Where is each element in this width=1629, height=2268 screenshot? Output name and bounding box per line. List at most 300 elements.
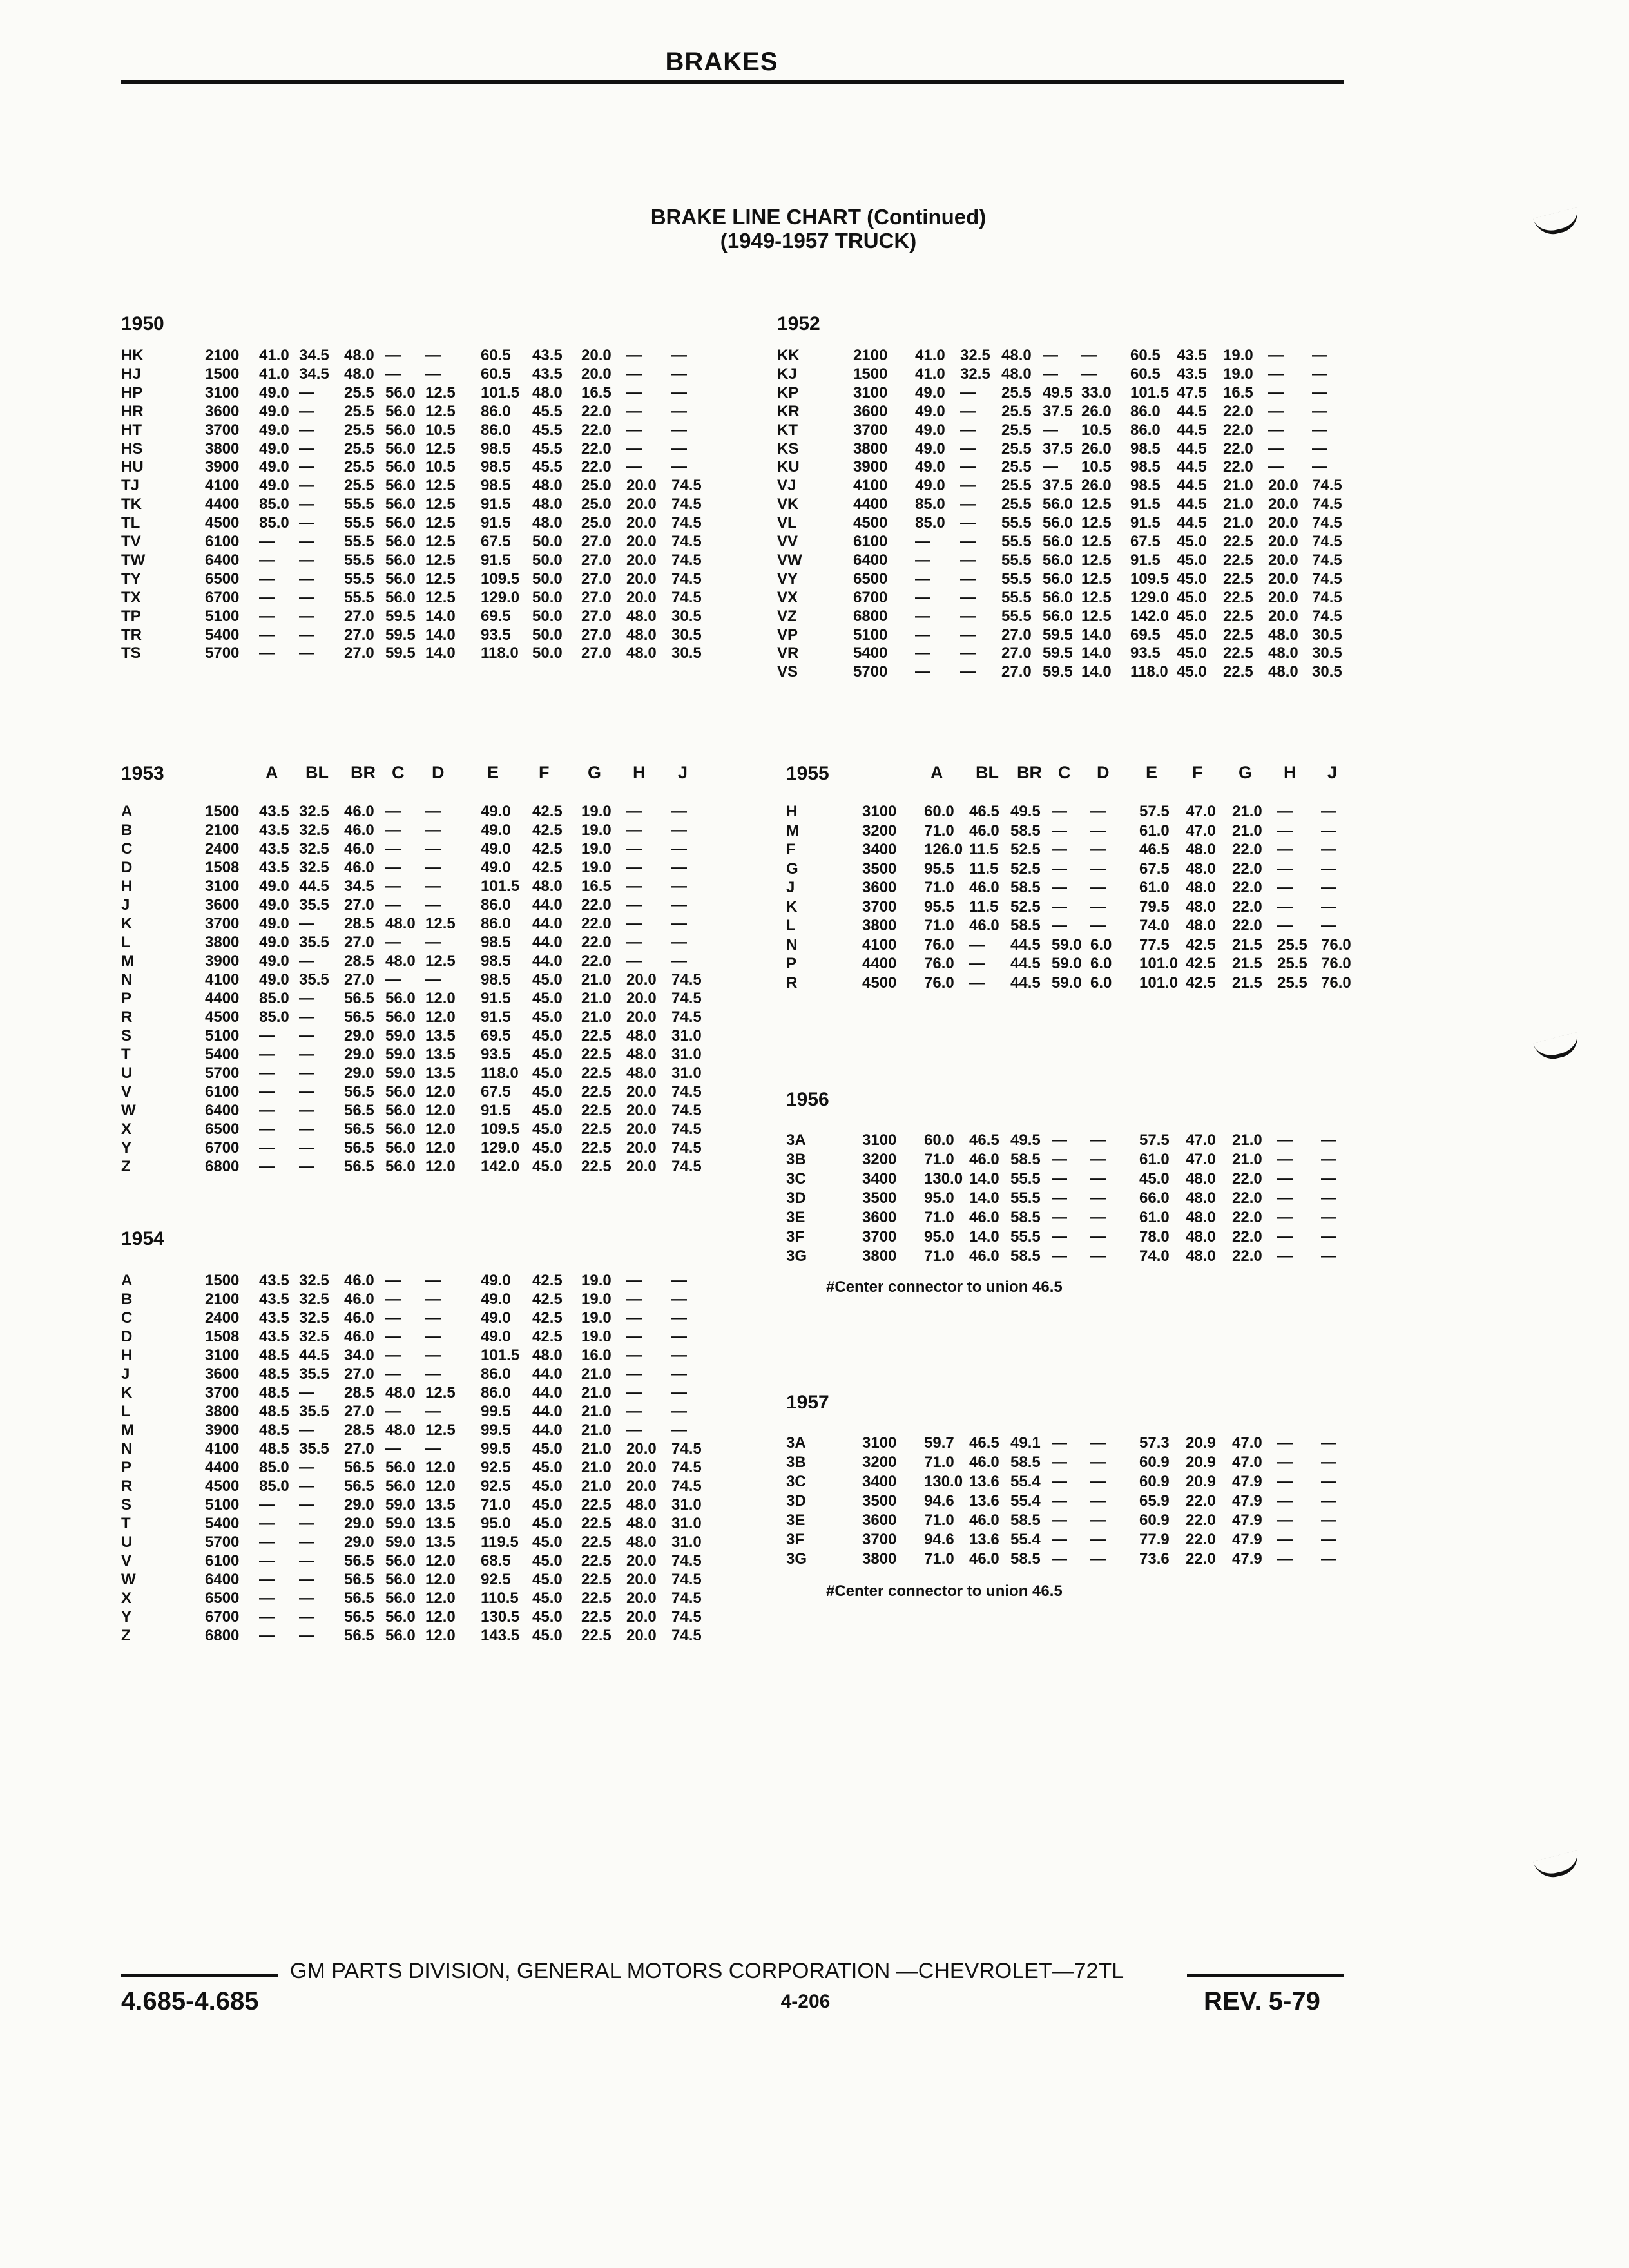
cell: — xyxy=(259,1533,275,1551)
wheelbase-code: 4500 xyxy=(853,514,888,532)
cell: — xyxy=(915,663,930,681)
cell: 55.5 xyxy=(1010,1170,1041,1187)
cell: 20.0 xyxy=(626,1102,657,1119)
cell: 68.5 xyxy=(481,1552,511,1570)
cell: — xyxy=(259,551,275,569)
cell: — xyxy=(626,1272,642,1289)
cell: 22.5 xyxy=(581,1083,612,1100)
cell: — xyxy=(671,1272,687,1289)
model-code: Z xyxy=(121,1158,131,1175)
cell: 12.0 xyxy=(425,1102,456,1119)
cell: 14.0 xyxy=(425,644,456,662)
wheelbase-code: 1500 xyxy=(205,365,240,383)
wheelbase-code: 6100 xyxy=(205,533,240,550)
cell: 48.0 xyxy=(385,1384,416,1401)
model-code: 3E xyxy=(786,1209,805,1226)
cell: 56.5 xyxy=(344,1459,374,1476)
cell: — xyxy=(299,1627,314,1644)
cell: 56.0 xyxy=(385,1158,416,1175)
cell: 74.5 xyxy=(671,1102,702,1119)
cell: 41.0 xyxy=(915,365,945,383)
cell: 20.0 xyxy=(626,1139,657,1157)
cell: — xyxy=(259,1515,275,1532)
cell: 93.5 xyxy=(1130,644,1161,662)
cell: 27.0 xyxy=(581,588,612,606)
cell: 56.0 xyxy=(385,514,416,532)
cell: 95.0 xyxy=(924,1189,954,1207)
cell: 45.0 xyxy=(532,1477,563,1495)
cell: 48.0 xyxy=(344,365,374,383)
cell: — xyxy=(299,1496,314,1514)
cell: 27.0 xyxy=(344,644,374,662)
cell: — xyxy=(626,1421,642,1439)
cell: 60.9 xyxy=(1139,1473,1170,1490)
wheelbase-code: 6800 xyxy=(205,1627,240,1644)
cell: 50.0 xyxy=(532,626,563,644)
cell: 27.0 xyxy=(1001,644,1032,662)
cell: 11.5 xyxy=(969,898,999,916)
cell: 25.5 xyxy=(1277,955,1307,972)
cell: 20.0 xyxy=(626,551,657,569)
cell: 43.5 xyxy=(259,1272,289,1289)
cell: 43.5 xyxy=(1177,365,1207,383)
cell: — xyxy=(1090,1170,1106,1187)
wheelbase-code: 4100 xyxy=(205,971,240,988)
cell: 22.5 xyxy=(1223,663,1253,681)
cell: — xyxy=(1277,1492,1293,1510)
cell: 27.0 xyxy=(344,1365,374,1383)
cell: 101.5 xyxy=(481,383,520,401)
cell: 45.0 xyxy=(532,1496,563,1514)
wheelbase-code: 3500 xyxy=(862,1189,897,1207)
cell: 49.0 xyxy=(915,421,945,439)
cell: — xyxy=(1052,1492,1067,1510)
cell: 19.0 xyxy=(1223,365,1253,383)
cell: — xyxy=(1052,917,1067,934)
model-code: C xyxy=(121,840,133,858)
model-code: TP xyxy=(121,607,141,625)
cell: — xyxy=(671,1421,687,1439)
cell: — xyxy=(259,644,275,662)
wheelbase-code: 6500 xyxy=(205,1590,240,1607)
cell: 20.0 xyxy=(626,1477,657,1495)
cell: — xyxy=(299,990,314,1007)
cell: 22.0 xyxy=(1232,1228,1262,1245)
cell: 22.5 xyxy=(581,1552,612,1570)
wheelbase-code: 5400 xyxy=(205,1046,240,1063)
year-label: 1952 xyxy=(777,313,820,334)
cell: 98.5 xyxy=(1130,477,1161,495)
cell: 27.0 xyxy=(344,607,374,625)
year-label: 1955 xyxy=(786,763,829,784)
cell: 43.5 xyxy=(259,1309,289,1327)
cell: 109.5 xyxy=(1130,570,1170,588)
cell: — xyxy=(385,1309,401,1327)
cell: 35.5 xyxy=(299,896,329,914)
cell: 32.5 xyxy=(299,803,329,820)
chart-title xyxy=(451,205,1186,253)
cell: — xyxy=(1090,1209,1106,1226)
cell: 22.0 xyxy=(581,402,612,420)
cell: 25.5 xyxy=(344,402,374,420)
cell: 74.5 xyxy=(671,1120,702,1138)
cell: — xyxy=(671,803,687,820)
cell: 48.0 xyxy=(532,495,563,514)
cell: — xyxy=(1081,365,1097,383)
cell: — xyxy=(626,383,642,401)
wheelbase-code: 3100 xyxy=(205,878,240,895)
cell: 56.0 xyxy=(385,570,416,588)
cell: 110.5 xyxy=(481,1590,519,1607)
cell: 92.5 xyxy=(481,1477,511,1495)
cell: 58.5 xyxy=(1010,917,1041,934)
cell: 49.5 xyxy=(1043,383,1073,401)
cell: 48.0 xyxy=(344,347,374,364)
cell: 74.5 xyxy=(671,990,702,1007)
cell: 76.0 xyxy=(1321,974,1351,992)
cell: 22.5 xyxy=(581,1120,612,1138)
cell: 91.5 xyxy=(481,514,511,532)
cell: 85.0 xyxy=(915,495,945,514)
cell: 14.0 xyxy=(1081,644,1112,662)
model-code: KK xyxy=(777,347,800,364)
cell: 27.0 xyxy=(344,896,374,914)
cell: — xyxy=(1277,1228,1293,1245)
cell: — xyxy=(425,1365,441,1383)
cell: — xyxy=(1090,1151,1106,1168)
wheelbase-code: 5100 xyxy=(205,607,240,625)
wheelbase-code: 2100 xyxy=(205,822,240,839)
cell: 22.0 xyxy=(1223,402,1253,420)
cell: 12.5 xyxy=(425,533,456,550)
cell: 52.5 xyxy=(1010,860,1041,878)
cell: 12.5 xyxy=(1081,588,1112,606)
margin-mark xyxy=(1533,207,1582,238)
cell: 59.5 xyxy=(1043,663,1073,681)
cell: — xyxy=(1090,803,1106,820)
cell: — xyxy=(1052,1512,1067,1529)
cell: 55.5 xyxy=(344,514,374,532)
cell: 30.5 xyxy=(1312,626,1342,644)
model-code: HK xyxy=(121,347,144,364)
cell: 50.0 xyxy=(532,644,563,662)
cell: 27.0 xyxy=(344,1403,374,1420)
cell: — xyxy=(1277,1209,1293,1226)
cell: 60.5 xyxy=(481,365,511,383)
wheelbase-code: 2100 xyxy=(205,1291,240,1308)
cell: 56.0 xyxy=(385,1590,416,1607)
cell: 46.0 xyxy=(969,1512,999,1529)
column-header: C xyxy=(1058,763,1071,782)
model-code: H xyxy=(786,803,798,820)
cell: 95.5 xyxy=(924,860,954,878)
cell: 12.5 xyxy=(1081,495,1112,514)
cell: — xyxy=(1277,1550,1293,1568)
cell: — xyxy=(1090,860,1106,878)
cell: 129.0 xyxy=(1130,588,1170,606)
cell: 56.0 xyxy=(1043,551,1073,569)
cell: 94.6 xyxy=(924,1492,954,1510)
cell: 22.0 xyxy=(581,952,612,970)
cell: — xyxy=(385,1347,401,1364)
cell: — xyxy=(385,1272,401,1289)
cell: 74.5 xyxy=(671,533,702,550)
cell: — xyxy=(1268,439,1284,457)
cell: 13.5 xyxy=(425,1533,456,1551)
model-code: T xyxy=(121,1515,131,1532)
cell: 56.0 xyxy=(385,1477,416,1495)
cell: 69.5 xyxy=(481,607,511,625)
wheelbase-code: 5400 xyxy=(853,644,888,662)
footer-company: GM PARTS DIVISION, GENERAL MOTORS CORPORATION —CHEVROLET—72TL xyxy=(290,1959,1124,1983)
cell: 56.5 xyxy=(344,1608,374,1626)
cell: — xyxy=(299,607,314,625)
model-code: K xyxy=(121,915,133,932)
cell: 37.5 xyxy=(1043,439,1073,457)
cell: 95.0 xyxy=(481,1515,511,1532)
cell: 22.5 xyxy=(1223,588,1253,606)
cell: 43.5 xyxy=(1177,347,1207,364)
wheelbase-code: 3900 xyxy=(205,1421,240,1439)
cell: 61.0 xyxy=(1139,1209,1170,1226)
cell: — xyxy=(299,1102,314,1119)
model-code: VL xyxy=(777,514,797,532)
cell: — xyxy=(626,934,642,951)
cell: 27.0 xyxy=(344,626,374,644)
cell: 21.0 xyxy=(581,1384,612,1401)
wheelbase-code: 6700 xyxy=(853,588,888,606)
cell: 67.5 xyxy=(1130,533,1161,550)
cell: 32.5 xyxy=(960,365,990,383)
footer-rule-left xyxy=(121,1974,278,1977)
cell: 56.0 xyxy=(385,477,416,495)
cell: 49.0 xyxy=(915,402,945,420)
cell: 21.0 xyxy=(581,1008,612,1026)
cell: 45.5 xyxy=(532,458,563,476)
cell: 49.0 xyxy=(481,803,511,820)
cell: 20.0 xyxy=(626,1459,657,1476)
wheelbase-code: 6500 xyxy=(205,570,240,588)
cell: 91.5 xyxy=(1130,551,1161,569)
model-code: TW xyxy=(121,551,146,569)
model-code: G xyxy=(786,860,798,878)
margin-mark xyxy=(1533,1850,1582,1881)
cell: — xyxy=(299,439,314,457)
cell: 50.0 xyxy=(532,588,563,606)
wheelbase-code: 3700 xyxy=(205,421,240,439)
cell: — xyxy=(1312,365,1327,383)
cell: 20.0 xyxy=(1268,477,1298,495)
cell: 85.0 xyxy=(259,495,289,514)
cell: 20.9 xyxy=(1186,1454,1216,1471)
cell: — xyxy=(1268,421,1284,439)
cell: — xyxy=(1277,1512,1293,1529)
cell: 12.5 xyxy=(425,952,456,970)
cell: 26.0 xyxy=(1081,439,1112,457)
wheelbase-code: 3700 xyxy=(205,915,240,932)
cell: 55.5 xyxy=(1001,533,1032,550)
cell: 77.9 xyxy=(1139,1531,1170,1548)
cell: 56.5 xyxy=(344,1627,374,1644)
cell: 118.0 xyxy=(481,644,519,662)
cell: 31.0 xyxy=(671,1496,702,1514)
cell: — xyxy=(626,803,642,820)
cell: 14.0 xyxy=(1081,626,1112,644)
model-code: N xyxy=(121,971,133,988)
cell: 20.0 xyxy=(1268,514,1298,532)
cell: 56.5 xyxy=(344,1571,374,1588)
cell: 45.5 xyxy=(532,421,563,439)
cell: 57.5 xyxy=(1139,1131,1170,1149)
wheelbase-code: 3700 xyxy=(862,1531,897,1548)
model-code: P xyxy=(786,955,797,972)
cell: 55.5 xyxy=(1010,1228,1041,1245)
cell: 25.5 xyxy=(1001,439,1032,457)
cell: 48.0 xyxy=(532,1347,563,1364)
cell: 46.0 xyxy=(344,840,374,858)
cell: — xyxy=(960,439,976,457)
cell: 56.5 xyxy=(344,1008,374,1026)
cell: 49.0 xyxy=(259,971,289,988)
cell: 46.0 xyxy=(969,1247,999,1265)
cell: 48.0 xyxy=(1186,1247,1216,1265)
cell: — xyxy=(960,458,976,476)
cell: 22.5 xyxy=(581,1102,612,1119)
wheelbase-code: 4500 xyxy=(862,974,897,992)
cell: 22.5 xyxy=(581,1496,612,1514)
cell: — xyxy=(425,840,441,858)
cell: 65.9 xyxy=(1139,1492,1170,1510)
wheelbase-code: 3500 xyxy=(862,1492,897,1510)
note-1956: #Center connector to union 46.5 xyxy=(826,1278,1063,1296)
cell: — xyxy=(299,644,314,662)
cell: 94.6 xyxy=(924,1531,954,1548)
cell: 25.5 xyxy=(344,383,374,401)
cell: 25.5 xyxy=(1001,421,1032,439)
model-code: HR xyxy=(121,402,144,420)
cell: 98.5 xyxy=(481,971,511,988)
cell: 20.0 xyxy=(581,365,612,383)
cell: — xyxy=(425,896,441,914)
cell: — xyxy=(299,1459,314,1476)
cell: 20.0 xyxy=(626,1608,657,1626)
model-code: KT xyxy=(777,421,798,439)
cell: — xyxy=(1321,1531,1336,1548)
cell: — xyxy=(425,347,441,364)
cell: 20.0 xyxy=(626,588,657,606)
cell: — xyxy=(671,1328,687,1345)
cell: 49.0 xyxy=(259,421,289,439)
cell: 74.5 xyxy=(671,1459,702,1476)
cell: 30.5 xyxy=(671,607,702,625)
wheelbase-code: 3900 xyxy=(205,952,240,970)
cell: 43.5 xyxy=(259,1328,289,1345)
wheelbase-code: 4100 xyxy=(205,477,240,495)
cell: 74.5 xyxy=(1312,588,1342,606)
cell: — xyxy=(671,1347,687,1364)
model-code: H xyxy=(121,1347,133,1364)
cell: 45.0 xyxy=(532,1627,563,1644)
cell: 58.5 xyxy=(1010,1151,1041,1168)
cell: 12.0 xyxy=(425,990,456,1007)
cell: — xyxy=(1277,860,1293,878)
cell: 43.5 xyxy=(532,365,563,383)
cell: 56.0 xyxy=(385,1120,416,1138)
cell: — xyxy=(1321,1550,1336,1568)
cell: 49.0 xyxy=(481,1309,511,1327)
cell: 35.5 xyxy=(299,934,329,951)
cell: 12.0 xyxy=(425,1158,456,1175)
cell: 10.5 xyxy=(425,421,456,439)
cell: 55.5 xyxy=(344,495,374,514)
cell: 34.5 xyxy=(299,365,329,383)
cell: 47.0 xyxy=(1232,1434,1262,1452)
cell: — xyxy=(1090,917,1106,934)
cell: — xyxy=(1321,803,1336,820)
cell: — xyxy=(1043,421,1058,439)
model-code: V xyxy=(121,1552,132,1570)
cell: 98.5 xyxy=(481,458,511,476)
model-code: W xyxy=(121,1102,136,1119)
cell: 46.0 xyxy=(969,879,999,896)
cell: 22.0 xyxy=(1186,1550,1216,1568)
cell: — xyxy=(960,663,976,681)
cell: 55.5 xyxy=(344,551,374,569)
cell: 47.5 xyxy=(1177,383,1207,401)
column-header: BR xyxy=(351,763,376,782)
cell: 48.0 xyxy=(626,1027,657,1044)
cell: — xyxy=(259,1158,275,1175)
cell: 37.5 xyxy=(1043,402,1073,420)
wheelbase-code: 5700 xyxy=(205,1533,240,1551)
cell: — xyxy=(299,514,314,532)
cell: 74.5 xyxy=(671,495,702,514)
cell: 67.5 xyxy=(1139,860,1170,878)
cell: 27.0 xyxy=(344,934,374,951)
cell: 59.0 xyxy=(385,1496,416,1514)
cell: 85.0 xyxy=(259,1459,289,1476)
cell: 37.5 xyxy=(1043,477,1073,495)
cell: 48.0 xyxy=(385,1421,416,1439)
cell: 27.0 xyxy=(581,551,612,569)
cell: 47.9 xyxy=(1232,1512,1262,1529)
cell: — xyxy=(299,570,314,588)
cell: 74.5 xyxy=(671,1571,702,1588)
cell: — xyxy=(915,607,930,625)
cell: 46.0 xyxy=(344,822,374,839)
cell: 29.0 xyxy=(344,1533,374,1551)
cell: 22.0 xyxy=(581,915,612,932)
cell: 56.5 xyxy=(344,1120,374,1138)
cell: 71.0 xyxy=(924,1247,954,1265)
cell: 76.0 xyxy=(1321,936,1351,954)
cell: 45.5 xyxy=(532,439,563,457)
cell: 14.0 xyxy=(969,1189,999,1207)
cell: 60.5 xyxy=(481,347,511,364)
cell: 27.0 xyxy=(344,1440,374,1457)
cell: 91.5 xyxy=(1130,514,1161,532)
cell: 11.5 xyxy=(969,860,999,878)
wheelbase-code: 3700 xyxy=(862,1228,897,1245)
cell: 101.5 xyxy=(481,878,520,895)
wheelbase-code: 5700 xyxy=(853,663,888,681)
cell: 48.0 xyxy=(1268,626,1298,644)
cell: 47.9 xyxy=(1232,1550,1262,1568)
cell: 55.4 xyxy=(1010,1492,1041,1510)
wheelbase-code: 4500 xyxy=(205,514,240,532)
cell: — xyxy=(969,974,985,992)
cell: — xyxy=(385,803,401,820)
